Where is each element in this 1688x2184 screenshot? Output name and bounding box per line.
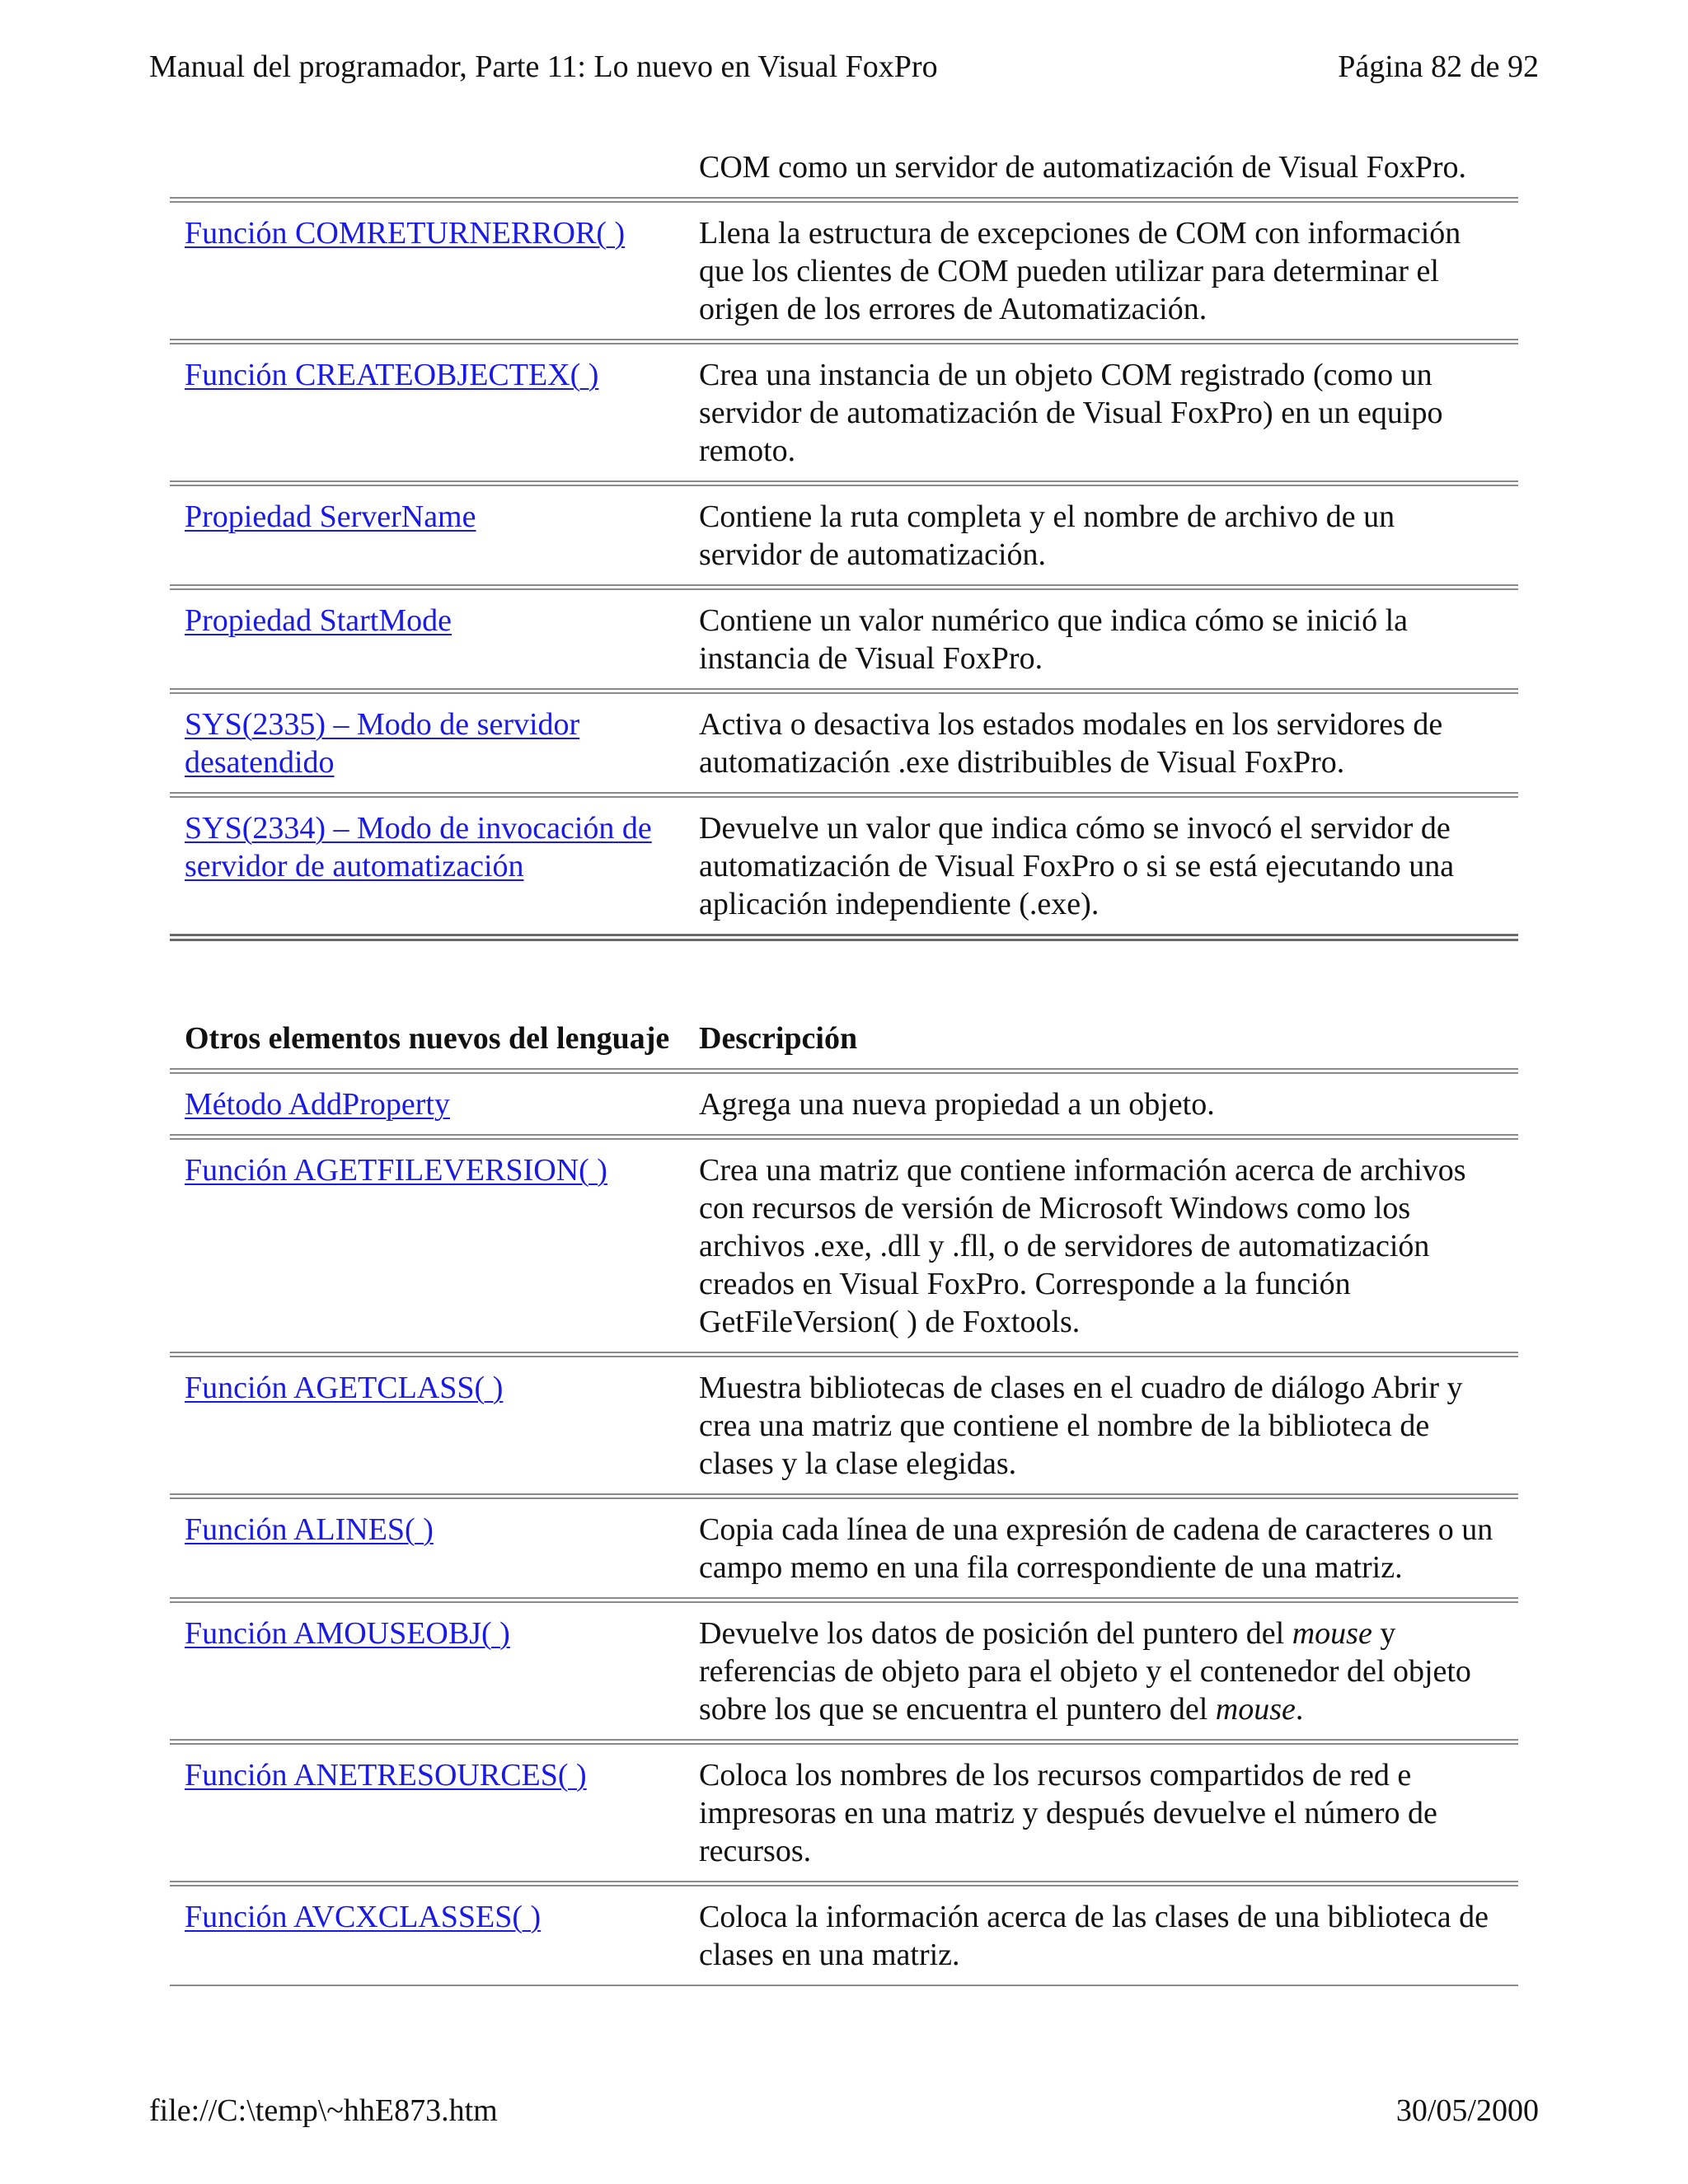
link-startmode[interactable]: Propiedad StartMode: [185, 603, 452, 638]
file-path: file://C:\temp\~hhE873.htm: [149, 2093, 498, 2128]
link-agetclass[interactable]: Función AGETCLASS( ): [185, 1371, 504, 1405]
row-divider: [170, 1352, 1518, 1357]
table-row: [170, 1361, 1518, 1490]
row-divider: [170, 197, 1518, 203]
row-description: Copia cada línea de una expresión de cadena de caracteres o un campo memo en una fila correspondiente de una matriz.: [699, 1512, 1493, 1585]
table-row: [170, 490, 1518, 581]
link-comreturnerror[interactable]: Función COMRETURNERROR( ): [185, 216, 626, 251]
row-divider: [170, 688, 1518, 694]
column-header-description: Descripción: [699, 1021, 858, 1056]
page-number: Página 82 de 92: [1338, 49, 1539, 84]
link-anetresources[interactable]: Función ANETRESOURCES( ): [185, 1758, 587, 1793]
table-row: [170, 349, 1518, 477]
link-sys2334[interactable]: SYS(2334) – Modo de invocación de servidor de automatización: [185, 811, 652, 883]
table-other-elements: [170, 1012, 1518, 1990]
row-divider: [170, 1597, 1518, 1603]
row-divider: [170, 1881, 1518, 1886]
print-date: 30/05/2000: [1395, 2093, 1539, 2128]
link-alines[interactable]: Función ALINES( ): [185, 1512, 434, 1547]
row-description: Devuelve un valor que indica cómo se invocó el servidor de automatización de Visual FoxPro o si se está ejecutando una aplicación independiente (.exe).: [699, 811, 1455, 921]
document-title: Manual del programador, Parte 11: Lo nuevo en Visual FoxPro: [149, 49, 938, 84]
row-divider: [170, 1134, 1518, 1140]
row-divider: [170, 1493, 1518, 1499]
table-row-continuation: [170, 148, 1518, 194]
row-description: Activa o desactiva los estados modales en los servidores de automatización .exe distribuibles de Visual FoxPro.: [699, 707, 1443, 780]
row-divider: [170, 480, 1518, 486]
row-divider: [170, 584, 1518, 590]
link-servername[interactable]: Propiedad ServerName: [185, 499, 476, 534]
table-row: [170, 802, 1518, 930]
row-description: Coloca la información acerca de las clases de una biblioteca de clases en una matriz.: [699, 1900, 1489, 1972]
row-divider: [170, 1068, 1518, 1074]
link-sys2335[interactable]: SYS(2335) – Modo de servidor desatendido: [185, 707, 580, 780]
table-row: [170, 1749, 1518, 1877]
column-header-elements: Otros elementos nuevos del lenguaje: [185, 1021, 670, 1056]
link-createobjectex[interactable]: Función CREATEOBJECTEX( ): [185, 358, 599, 392]
table-row: [170, 1891, 1518, 1981]
table-com-elements: [170, 148, 1518, 945]
row-description: Contiene un valor numérico que indica cómo se inició la instancia de Visual FoxPro.: [699, 603, 1409, 676]
row-description: Agrega una nueva propiedad a un objeto.: [699, 1087, 1215, 1122]
row-description: Contiene la ruta completa y el nombre de archivo de un servidor de automatización.: [699, 499, 1395, 572]
table-bottom-border: [170, 1985, 1518, 1986]
row-divider: [170, 339, 1518, 344]
link-amouseobj[interactable]: Función AMOUSEOBJ( ): [185, 1616, 510, 1651]
table-row: [170, 1078, 1518, 1131]
table-bottom-border: [170, 934, 1518, 941]
row-description: Muestra bibliotecas de clases en el cuadro de diálogo Abrir y crea una matriz que contiene el nombre de la biblioteca de clases y la clase elegidas.: [699, 1371, 1463, 1481]
link-avcxclasses[interactable]: Función AVCXCLASSES( ): [185, 1900, 542, 1934]
row-description: Coloca los nombres de los recursos compartidos de red e impresoras en una matriz y después devuelve el número de recursos.: [699, 1758, 1437, 1868]
table-header-row: [170, 1012, 1518, 1065]
table-row: [170, 207, 1518, 335]
table-row: [170, 698, 1518, 789]
link-addproperty[interactable]: Método AddProperty: [185, 1087, 450, 1122]
table-row: [170, 1503, 1518, 1594]
table-row: [170, 594, 1518, 685]
row-divider: [170, 792, 1518, 798]
link-agetfileversion[interactable]: Función AGETFILEVERSION( ): [185, 1153, 607, 1188]
row-description: Devuelve los datos de posición del puntero del mouse y referencias de objeto para el objeto y el contenedor del objeto sobre los que se encuentra el puntero del mouse.: [699, 1616, 1471, 1727]
row-description: Crea una instancia de un objeto COM registrado (como un servidor de automatización de Visual FoxPro) en un equipo remoto.: [699, 358, 1443, 468]
table-row: [170, 1144, 1518, 1348]
row-description: COM como un servidor de automatización de Visual FoxPro.: [699, 150, 1467, 185]
table-row: [170, 1607, 1518, 1736]
row-divider: [170, 1739, 1518, 1745]
row-description: Crea una matriz que contiene información acerca de archivos con recursos de versión de Microsoft Windows como los archivos .exe, .dll y .fll, o de servidores de automatización creados en Visual FoxPro. Corresponde a la función GetFileVersion( ) de Foxtools.: [699, 1153, 1466, 1339]
row-description: Llena la estructura de excepciones de COM con información que los clientes de COM pueden utilizar para determinar el origen de los errores de Automatización.: [699, 216, 1461, 326]
